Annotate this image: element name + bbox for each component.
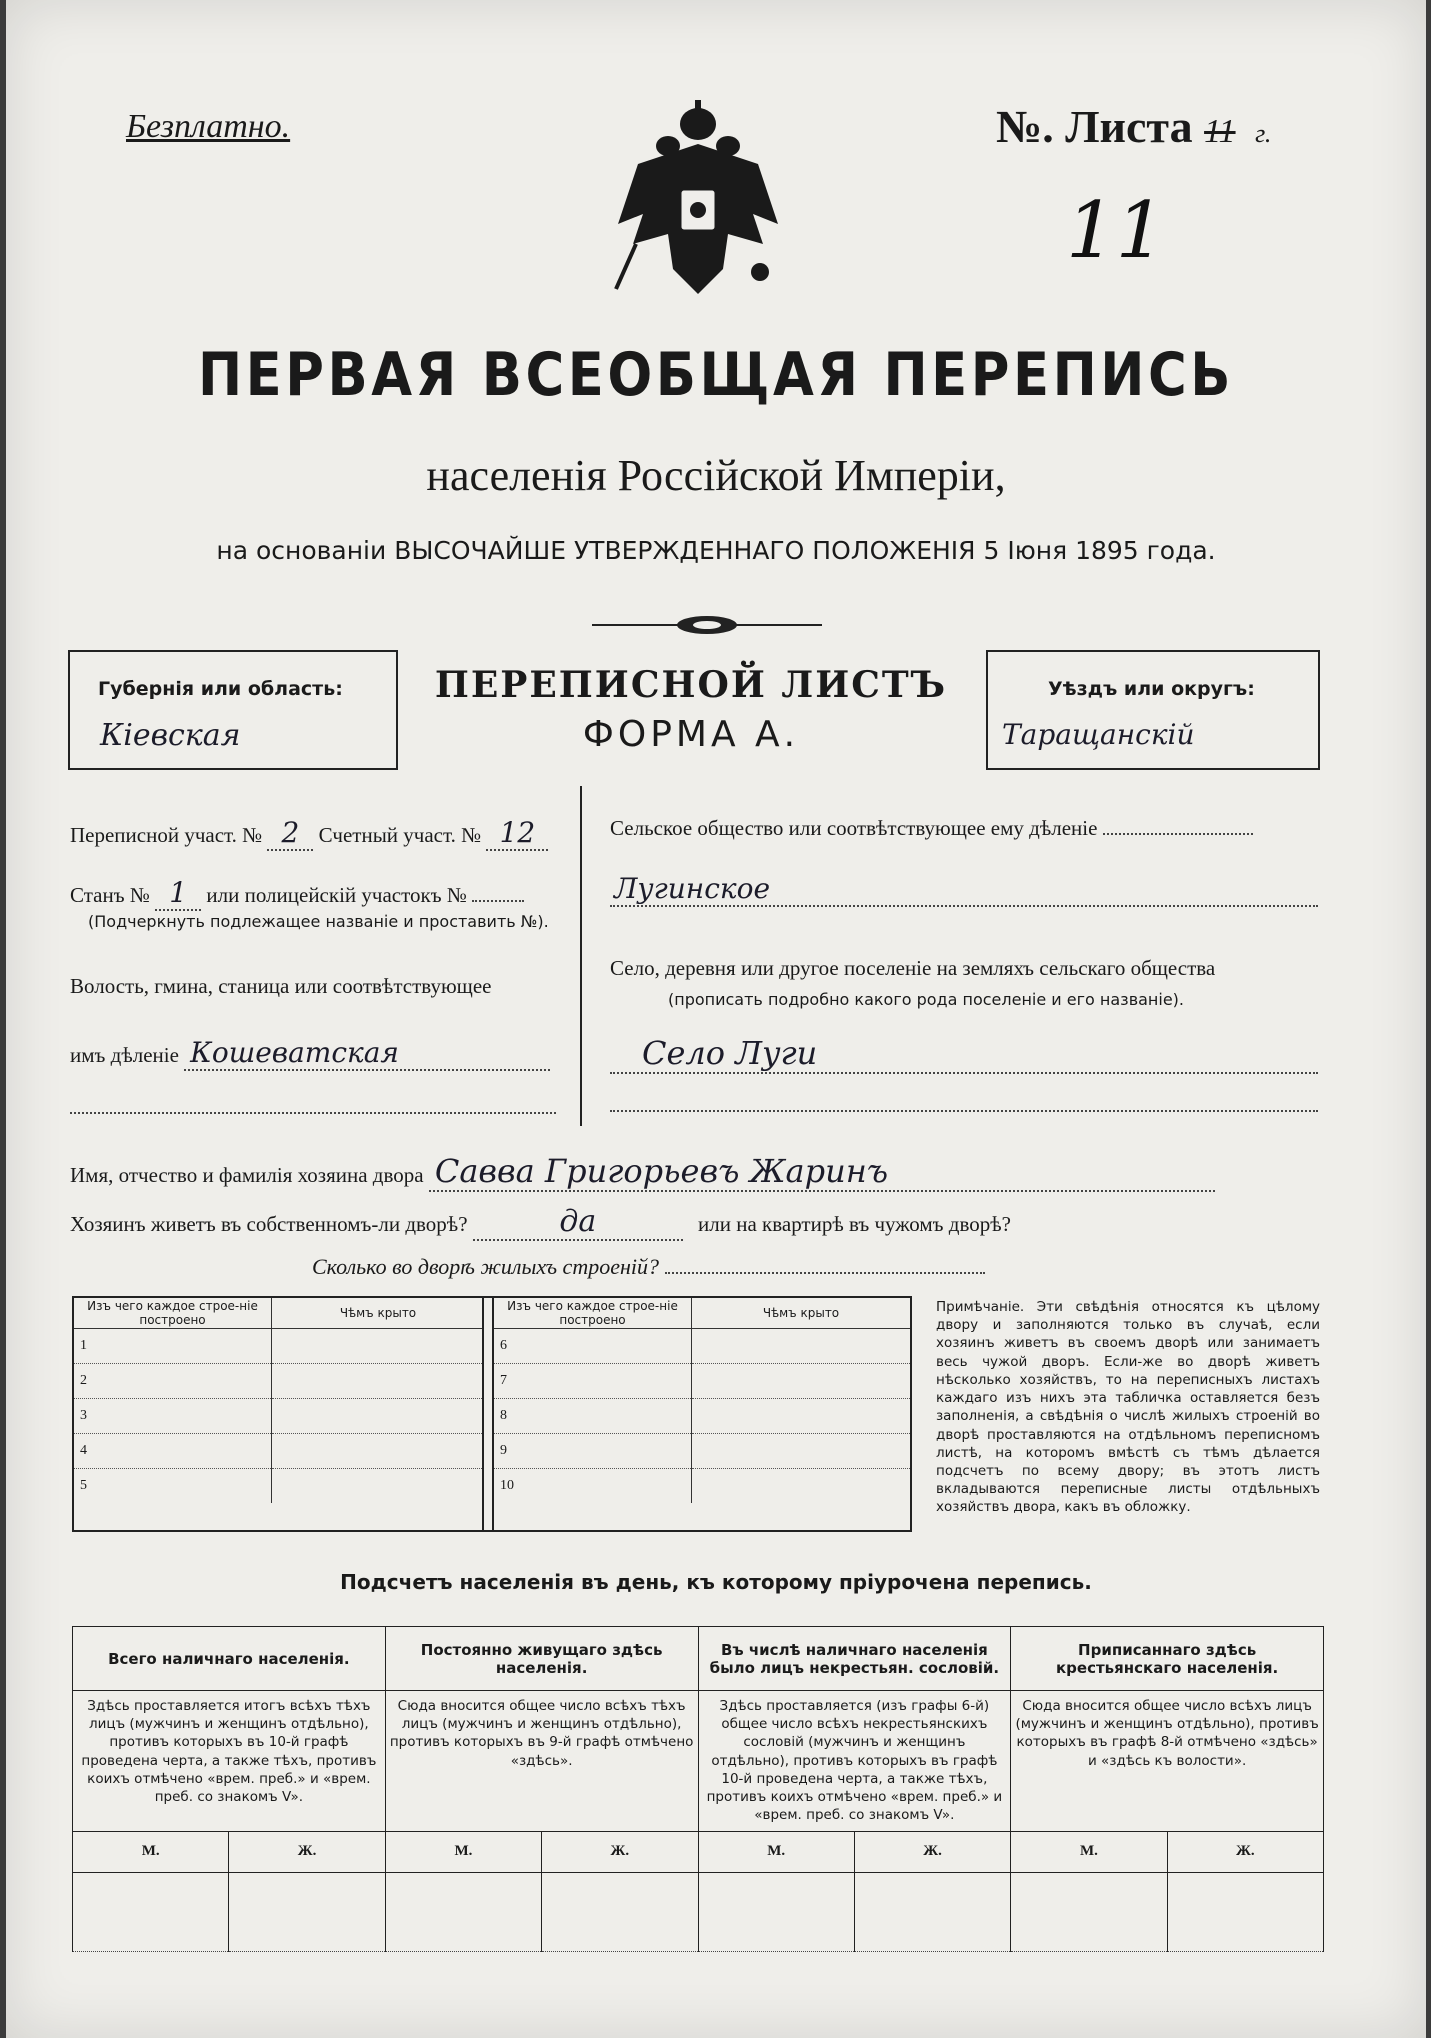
building-row-8: 8 (494, 1399, 692, 1434)
col-roof-header: Чѣмъ крыто (272, 1298, 485, 1329)
owner-name-label: Имя, отчество и фамилія хозяина двора (70, 1163, 424, 1187)
count-col-3-head: Въ числѣ наличнаго населенія было лицъ некрестьян. сословій. (698, 1627, 1011, 1691)
village-label: Село, деревня или другое поселеніе на земляхъ сельскаго общества (610, 956, 1216, 980)
building-row-9: 9 (494, 1434, 692, 1469)
count-col-4-head: Приписаннаго здѣсь крестьянскаго населенія. (1011, 1627, 1324, 1691)
police-label: или полицейскій участокъ № (206, 883, 467, 907)
ornament-divider (592, 610, 822, 640)
buildings-table-left (74, 1298, 484, 1503)
form-title: ПЕРЕПИСНОЙ ЛИСТЪ (434, 664, 948, 706)
building-row-5: 5 (80, 1478, 87, 1493)
form-title-block (396, 650, 986, 766)
village-blank-line (610, 1110, 1318, 1112)
police-value (472, 900, 524, 902)
sheet-number (996, 100, 1271, 153)
society-label: Сельское общество или соотвѣтствующее ему дѣленіе (610, 816, 1098, 840)
sheet-number-handwritten: 11 (1066, 186, 1166, 276)
count-col-1-head: Всего наличнаго населенія. (73, 1627, 386, 1691)
sheet-number-struck: 11 (1204, 113, 1236, 150)
count-f-2: Ж. (542, 1831, 698, 1872)
society-value: Лугинское (614, 872, 771, 905)
form-name: ФОРМА А. (582, 714, 800, 755)
count-m-3: М. (698, 1831, 854, 1872)
own-yard-label: Хозяинъ живетъ въ собственномъ-ли дворѣ? (70, 1212, 468, 1236)
free-label: Безплатно. (126, 108, 291, 145)
count-col-1-desc: Здѣсь проставляется итогъ всѣхъ тѣхъ лицъ (мужчинъ и женщинъ отдѣльно), противъ которыхъ въ 10-й графѣ проведена черта, а также тѣхъ, противъ коихъ отмѣчено «врем. преб.» и «врем. преб. со знакомъ V». (73, 1691, 386, 1832)
stan-label: Станъ № (70, 883, 150, 907)
buildings-table (72, 1296, 912, 1532)
building-row-1: 1 (74, 1329, 272, 1364)
building-row-6: 6 (494, 1329, 692, 1364)
building-row-3: 3 (74, 1399, 272, 1434)
buildings-line (312, 1254, 985, 1280)
count-f-3: Ж. (854, 1831, 1010, 1872)
own-yard-line (70, 1204, 1011, 1241)
building-row-10: 10 (500, 1478, 514, 1493)
stan-value: 1 (155, 876, 201, 911)
population-count-table (72, 1626, 1324, 1952)
gubernia-label: Губернія или область: (98, 678, 343, 700)
count-col-4-desc: Сюда вносится общее число всѣхъ лицъ (мужчинъ и женщинъ отдѣльно), противъ которыхъ въ графѣ 8-й отмѣчено «здѣсь» и «здѣсь къ волости». (1011, 1691, 1324, 1832)
building-row-2: 2 (74, 1364, 272, 1399)
uezd-value: Таращанскій (1002, 718, 1195, 751)
uezd-box (986, 650, 1320, 770)
count-area-label: Счетный участ. № (318, 823, 482, 847)
census-area-label: Переписной участ. № (70, 823, 263, 847)
building-row-7: 7 (494, 1364, 692, 1399)
society-line (610, 816, 1253, 841)
village-value: Село Луги (642, 1034, 818, 1072)
stan-note: (Подчеркнуть подлежащее названіе и проставить №). (88, 912, 549, 931)
count-m-1: М. (73, 1831, 229, 1872)
owner-name-line (70, 1152, 1215, 1192)
census-area-line (70, 816, 548, 851)
count-value-cell[interactable] (698, 1872, 854, 1951)
count-area-value: 12 (486, 816, 548, 851)
gubernia-value: Кіевская (100, 718, 241, 753)
count-m-4: М. (1011, 1831, 1167, 1872)
col-material-header: Изъ чего каждое строе-ніе построено (74, 1298, 272, 1329)
volost-blank-line (70, 1112, 556, 1114)
sheet-number-label: №. Листа (996, 101, 1193, 152)
buildings-note: Примѣчаніе. Эти свѣдѣнія относятся къ цѣлому двору и заполняются только въ случаѣ, если хозяинъ живетъ въ своемъ дворѣ или занимаетъ весь чужой дворъ. Если-же во дворѣ живетъ нѣсколько хозяйствъ, то на переписныхъ листахъ каждаго изъ нихъ эта табличка оставляется безъ заполненія, а свѣдѣнія о числѣ жилыхъ строеній во дворѣ проставляются на отдѣльномъ переписномъ листѣ, на которомъ вмѣстѣ съ тѣмъ дѣлается подсчетъ по всему двору; въ этотъ листъ вкладываются переписные листы отдѣльныхъ хозяйствъ двора, какъ въ обложку. (936, 1299, 1320, 1516)
rent-label: или на квартирѣ въ чужомъ дворѣ? (698, 1212, 1011, 1236)
count-value-cell[interactable] (229, 1872, 385, 1951)
count-value-cell[interactable] (1167, 1872, 1323, 1951)
count-value-cell[interactable] (854, 1872, 1010, 1951)
census-subtitle: населенія Россійской Имперіи, (426, 451, 1006, 500)
column-divider (580, 786, 582, 1126)
census-sheet (6, 0, 1426, 2038)
count-value-cell[interactable] (1011, 1872, 1167, 1951)
gubernia-box (68, 650, 398, 770)
stan-line (70, 876, 524, 911)
buildings-table-right: Изъ чего каждое строе-ніе построено Чѣмъ крыто 6 7 8 9 10 (494, 1298, 910, 1503)
uezd-label: Уѣздъ или округъ: (1048, 678, 1255, 700)
volost-value: Кошеватская (184, 1036, 550, 1071)
volost-line (70, 1036, 550, 1071)
count-col-2-head: Постоянно живущаго здѣсь населенія. (385, 1627, 698, 1691)
count-m-2: М. (385, 1831, 541, 1872)
census-area-value: 2 (267, 816, 313, 851)
count-f-4: Ж. (1167, 1831, 1323, 1872)
count-col-3-desc: Здѣсь проставляется (изъ графы 6-й) общее число всѣхъ некрестьянскихъ сословій (мужчинъ и женщинъ отдѣльно), противъ которыхъ въ графѣ 10-й проведена черта, а также тѣхъ, противъ коихъ отмѣчено «врем. преб.» и «врем. преб. со знакомъ V». (698, 1691, 1011, 1832)
count-value-cell[interactable] (385, 1872, 541, 1951)
count-col-2-desc: Сюда вносится общее число всѣхъ тѣхъ лицъ (мужчинъ и женщинъ отдѣльно), противъ которыхъ въ 9-й графѣ отмѣчено «здѣсь». (385, 1691, 698, 1832)
volost-label: Волость, гмина, станица или соотвѣтствующее (70, 974, 492, 998)
volost-label-2: имъ дѣленіе (70, 1043, 179, 1067)
census-title: ПЕРВАЯ ВСЕОБЩАЯ ПЕРЕПИСЬ (197, 340, 1235, 410)
legal-basis: на основаніи ВЫСОЧАЙШЕ УТВЕРЖДЕННАГО ПОЛОЖЕНІЯ 5 Іюня 1895 года. (216, 536, 1216, 565)
count-f-1: Ж. (229, 1831, 385, 1872)
imperial-eagle-emblem (598, 94, 798, 304)
count-value-cell[interactable] (542, 1872, 698, 1951)
village-note: (прописать подробно какого рода поселеніе и его названіе). (668, 990, 1184, 1009)
count-title: Подсчетъ населенія въ день, къ которому пріурочена перепись. (340, 1570, 1092, 1594)
building-row-4: 4 (74, 1434, 272, 1469)
sheet-number-suffix: г. (1255, 119, 1272, 148)
own-yard-value: да (473, 1204, 683, 1241)
count-value-cell[interactable] (73, 1872, 229, 1951)
owner-name-value: Савва Григорьевъ Жаринъ (429, 1152, 1215, 1192)
buildings-label: Сколько во дворѣ жилыхъ строеній? (312, 1254, 659, 1279)
